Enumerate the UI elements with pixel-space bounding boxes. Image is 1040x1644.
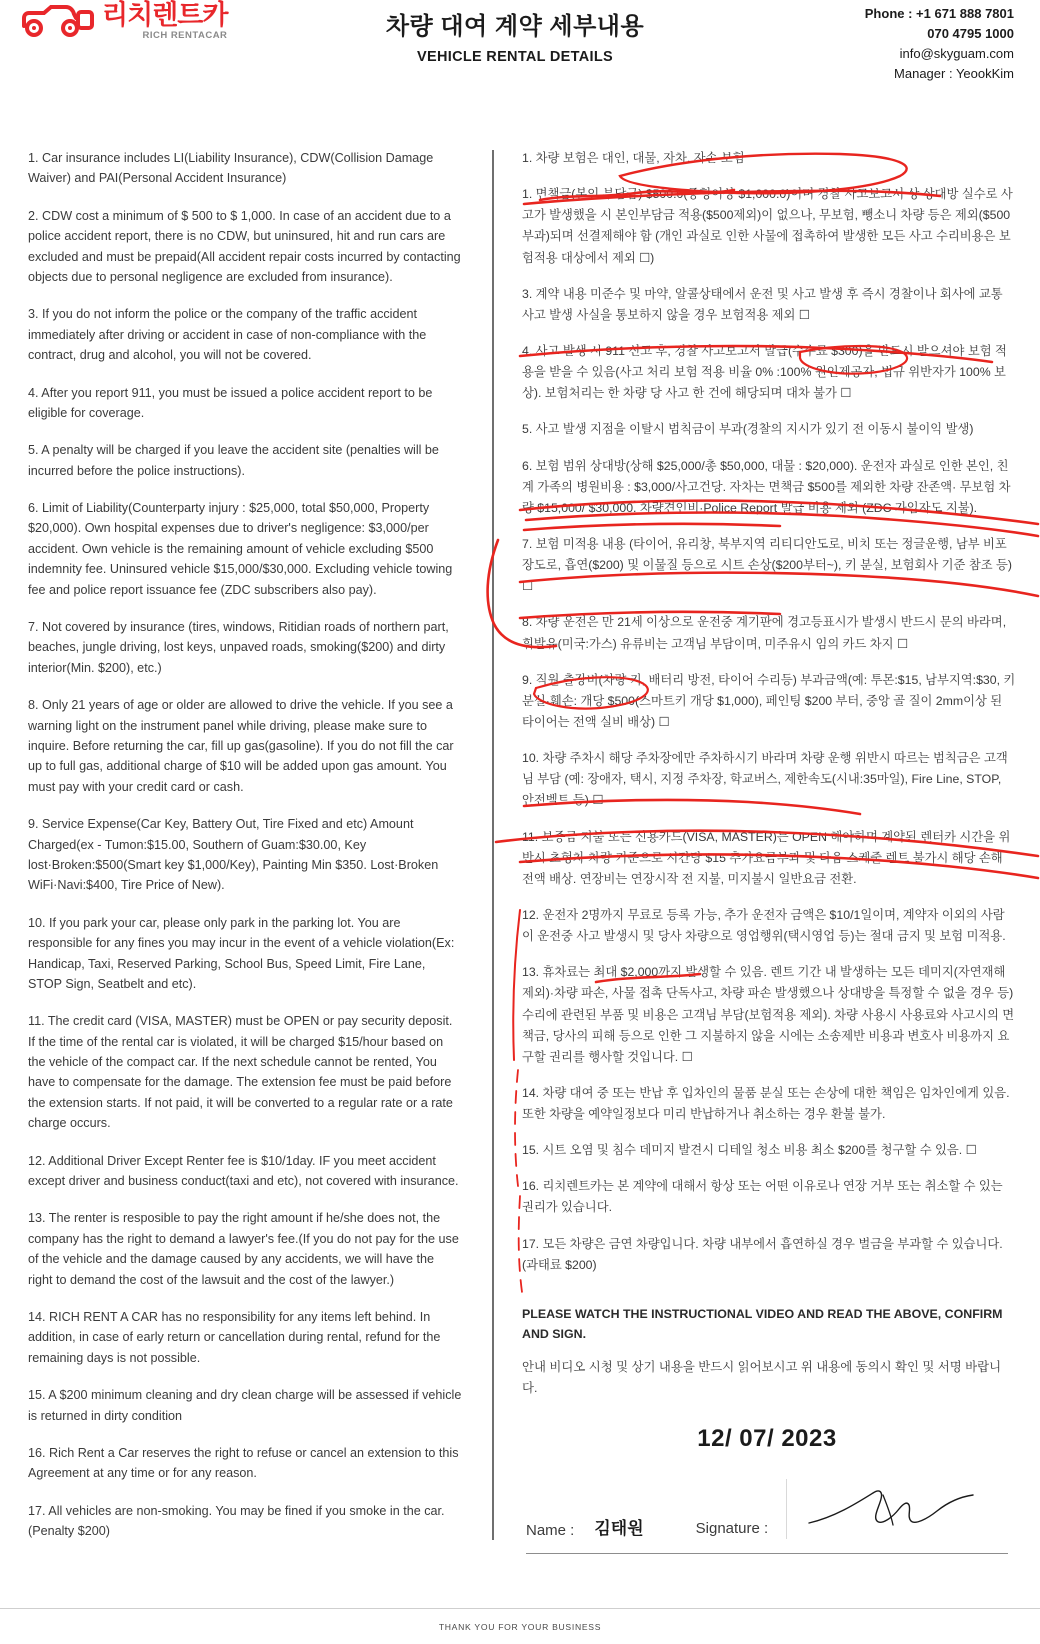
term-paragraph: 15. 시트 오염 및 침수 데미지 발견시 디테일 청소 비용 최소 $200를 청구할 수 있음. ☐ xyxy=(522,1143,977,1158)
logo-company-subtitle: RICH RENTACAR xyxy=(142,30,228,41)
renter-name: 김태원 xyxy=(594,1519,644,1538)
contract-date: 12/ 07/ 2023 xyxy=(697,1425,837,1452)
term-paragraph: 6. 보험 범위 상대방(상해 $25,000/총 $50,000, 대물 : $20,000). 운전자 과실로 인한 본인, 친계 가족의 병원비용 : $3,000/사고건당. 자차는 면책금 $500를 제외한 차량 잔존액· 무보험 차량 $15,000/ $30,000. 차량견인비·Police Report 발급 비용 제외 (ZDC 가입자도 지불). xyxy=(522,458,1011,515)
term-paragraph: 17. All vehicles are non-smoking. You may be fined if you smoke in the car. (Penalty $200) xyxy=(28,1503,445,1539)
term-paragraph: 4. After you report 911, you must be issued a police accident report to be eligible for coverage. xyxy=(28,385,433,420)
handwritten-signature-icon xyxy=(787,1479,993,1539)
term-paragraph: 3. If you do not inform the police or the company of the traffic accident immediately after driving or accident in case of non-compliance with the contract, drug and alcohol, you will not be covered. xyxy=(28,307,427,363)
contact-info xyxy=(865,4,1014,85)
term-paragraph: 15. A $200 minimum cleaning and dry clean charge will be assessed if vehicle is returned in dirty condition xyxy=(28,1388,462,1423)
name-signature-row xyxy=(522,1479,1012,1539)
term-paragraph: 1. 면책금(본인 부담금) $500.0(중형이상 $1,000.0)이며 경찰 사고보고서 상 상대방 실수로 사고가 발생했을 시 본인부담금 적용($500제외)이 없으나, 무보험, 뺑소니 차량 등은 제외($500 부과)되며 선결제해야 함 (개인 과실로 인한 사물에 접촉하여 발생한 모든 사고 수리비용은 보험적용 대상에서 제외 ☐) xyxy=(522,187,1013,265)
term-paragraph: 14. 차량 대여 중 또는 반납 후 입차인의 물품 분실 또는 손상에 대한 책임은 임차인에게 있음. 또한 차량을 예약일정보다 미리 반납하거나 취소하는 경우 환불 불가. xyxy=(522,1085,1010,1122)
logo-company-name: 리치렌트카 xyxy=(102,0,228,30)
term-paragraph: 9. 직원 출장비(차량 키, 배터리 방전, 타이어 수리등) 부과금액(예: 투몬:$15, 남부지역:$30, 키분실·훼손: 개당 $500(스마트키 개당 $1,000), 페인팅 $200 부터, 중앙 골 질이 2mm이상 된 타이어는 전액 실비 배상) ☐ xyxy=(522,672,1016,729)
term-paragraph: 11. 보증금 지불 또는 신용카드(VISA, MASTER)는 OPEN 해야하며 계약된 렌터카 시간을 위반시 초형차 차량 기준으로 시간당 $15 추가요금부과 및 다음 스케줄 렌트 불가시 해당 손해 전액 배상. 연장비는 연장시작 전 지불, 미지불시 일반요금 전환. xyxy=(522,829,1011,886)
term-paragraph: 8. 차량 운전은 만 21세 이상으로 운전중 계기판에 경고등표시가 발생시 반드시 문의 바라며, 휘발유(미국:가스) 유류비는 고객님 부담이며, 미주유시 임의 카드 차지 ☐ xyxy=(522,615,1007,651)
korean-terms-column xyxy=(494,148,1040,1558)
title-korean: 차량 대여 계약 세부내용 xyxy=(385,13,645,40)
logo-text xyxy=(102,2,227,41)
term-paragraph: 10. 차량 주차시 해당 주차장에만 주차하시기 바라며 차량 운행 위반시 따르는 범칙금은 고객님 부담 (예: 장애자, 택시, 지정 주차장, 학교버스, 제한속도(시내:35마일), Fire Line, STOP, 안전벨트 등) ☐ xyxy=(522,751,1008,808)
email-address: info@skyguam.com xyxy=(899,46,1014,62)
document-header xyxy=(0,0,1040,100)
term-paragraph: 1. 차량 보험은 대인, 대물, 자차, 자손 보험 xyxy=(522,151,745,165)
name-label: Name : xyxy=(526,1522,575,1539)
phone-primary: Phone : +1 671 888 7801 xyxy=(864,6,1014,21)
term-paragraph: 7. Not covered by insurance (tires, windows, Ritidian roads of northern part, beaches, jungle driving, lost keys, unpaved roads, smoking($200) and dirty interior(Min. $200), etc.) xyxy=(28,620,449,675)
signature-underline xyxy=(526,1553,1008,1554)
term-paragraph: 6. Limit of Liability(Counterparty injury : $25,000, total $50,000, Property $20,000). Own hospital expenses due to driver's negligence: $3,000/per accident. Own vehicle is the remaining amount of vehicle excluding $500 indemnity fee. Uninsured vehicle $15,000/$30,000. Excluding vehicle towing fee and police report issuance fee (ZDC subscribers also pay). xyxy=(28,501,453,597)
term-paragraph: 10. If you park your car, please only park in the parking lot. You are responsible for any fines you may incur in the event of a vehicle violation(Ex: Handicap, Taxi, Reserved Parking, School Bus, Speed Limit, Fire Lane, STOP Sign, Seatbelt and etc). xyxy=(28,915,455,991)
term-paragraph: 16. Rich Rent a Car reserves the right to refuse or cancel an extension to this Agreement at any time or for any reason. xyxy=(28,1445,459,1481)
term-paragraph: 8. Only 21 years of age or older are allowed to drive the vehicle. If you see a warning light on the instrument panel while driving, please make sure to inquire. Before returning the car, fill up gas(gasoline). If you do not fill the car up to full gas, additional charge of $10 will be added upon gas amount. You must pay with your credit card or cash. xyxy=(28,698,454,794)
terms-content xyxy=(0,100,1040,1558)
term-paragraph: 14. RICH RENT A CAR has no responsibility for any items left behind. In addition, in case of early return or cancellation during rental, refund for the remaining days is not possible. xyxy=(28,1309,441,1365)
car-icon xyxy=(18,4,96,38)
term-paragraph: 16. 리치렌트카는 본 계약에 대해서 항상 또는 어떤 이유로나 연장 거부 또는 취소할 수 있는 권리가 있습니다. xyxy=(522,1179,1003,1215)
term-paragraph: 5. A penalty will be charged if you leave the accident site (penalties will be incurred before the police instructions). xyxy=(28,443,439,478)
term-paragraph: 12. Additional Driver Except Renter fee is $10/1day. IF you meet accident except driver and business conduct(taxi and etc), not covered with insurance. xyxy=(28,1153,459,1189)
term-paragraph: 3. 계약 내용 미준수 및 마약, 알콜상태에서 운전 및 사고 발생 후 즉시 경찰이나 회사에 교통 사고 발생 사실을 통보하지 않을 경우 보험적용 제외 ☐ xyxy=(522,286,1003,322)
instruction-note-korean: 안내 비디오 시청 및 상기 내용을 반드시 읽어보시고 위 내용에 동의시 확인 및 서명 바랍니다. xyxy=(522,1359,1002,1395)
footer-text: THANK YOU FOR YOUR BUSINESS xyxy=(438,1621,602,1632)
term-paragraph: 13. 휴차료는 최대 $2,000까지 발생할 수 있음. 렌트 기간 내 발생하는 모든 데미지(자연재해 제외)·차량 파손, 사물 접촉 단독사고, 차량 파손 발생했으나 상대방을 특정할 수 없을 경우 등) 수리에 관련된 부품 및 비용은 고객님 부담(보험적용 제외). 차량 사용시 사용료와 사고시의 면책금, 당사의 피해 등으로 인한 그 지불하지 않을 시에는 소송제반 비용과 변호사 비용까지 요구할 권리를 행사할 것입니다. ☐ xyxy=(522,965,1015,1064)
signature-label: Signature : xyxy=(695,1520,769,1537)
instruction-note-english: PLEASE WATCH THE INSTRUCTIONAL VIDEO AND READ THE ABOVE, CONFIRM AND SIGN. xyxy=(522,1306,1003,1342)
signature-section xyxy=(522,1304,1016,1554)
phone-secondary: 070 4795 1000 xyxy=(927,26,1014,42)
title-english: VEHICLE RENTAL DETAILS xyxy=(417,49,613,65)
term-paragraph: 1. Car insurance includes LI(Liability Insurance), CDW(Collision Damage Waiver) and PAI(Personal Accident Insurance) xyxy=(28,151,434,186)
term-paragraph: 11. The credit card (VISA, MASTER) must be OPEN or pay security deposit. If the time of the rental car is violated, it will be charged $15/hour based on the vehicle of the compact car. If the next schedule cannot be rented, You have to compensate for the damage. The extension fee must be paid before the extension starts. If not paid, it will be converted to a regular rate or a rate charge occurs. xyxy=(28,1014,453,1131)
document-footer xyxy=(0,1608,1040,1644)
term-paragraph: 7. 보험 미적용 내용 (타이어, 유리창, 북부지역 리티디안도로, 비치 또는 정글운행, 남부 비포장도로, 흡연($200) 및 이물질 등으로 시트 손상($200부터~), 키 분실, 보험회사 기준 참조 등) ☐ xyxy=(522,536,1012,594)
manager-name: Manager : YeookKim xyxy=(894,66,1014,82)
term-paragraph: 2. CDW cost a minimum of $ 500 to $ 1,000. In case of an accident due to a police accident report, there is no CDW, but uninsured, hit and run cars are excluded and must be prepaid(All accident repair costs incurred by contacting objects due to personal negligence are excluded from insurance). xyxy=(28,208,461,284)
english-terms-column xyxy=(0,148,492,1558)
term-paragraph: 4. 사고 발생 시 911 신고 후, 경찰 사고보고서 발급(수수료 $300)을 반드시 받으셔야 보험 적용을 받을 수 있음(사고 처리 보험 적용 비율 0% :100% 원인제공자, 법규 위반자가 100% 보상). 보험처리는 한 차량 당 사고 한 건에 해당되며 대차 불가 ☐ xyxy=(522,343,1007,401)
term-paragraph: 12. 운전자 2명까지 무료로 등록 가능, 추가 운전자 금액은 $10/1일이며, 계약자 이외의 사람이 운전중 사고 발생시 및 당사 차량으로 영업행위(택시영업 등)는 절대 금지 및 보험 미적용. xyxy=(522,907,1006,944)
company-logo xyxy=(18,2,227,41)
term-paragraph: 9. Service Expense(Car Key, Battery Out, Tire Fixed and etc) Amount Charged(ex - Tumon:$15.00, Southern of Guam:$30.00, Key lost·Broken:$500(Smart key $1,000/Key), Painting Min $350. Lost·Broken WiFi·Navi:$400, Tire Price of New). xyxy=(28,817,439,893)
signature-field[interactable] xyxy=(786,1479,992,1539)
term-paragraph: 13. The renter is resposible to pay the right amount if he/she does not, the company has the right to demand a lawyer's fee.(If you do not pay for the use of the vehicle and the damage caused by any accidents, we will have the right to demand the cost of the lawsuit and the cost of the lawyer.) xyxy=(28,1211,459,1287)
term-paragraph: 17. 모든 차량은 금연 차량입니다. 차량 내부에서 흡연하실 경우 벌금을 부과할 수 있습니다. (과태료 $200) xyxy=(522,1236,1003,1272)
term-paragraph: 5. 사고 발생 지점을 이탈시 범칙금이 부과(경찰의 지시가 있기 전 이동시 불이익 발생) xyxy=(522,422,974,437)
